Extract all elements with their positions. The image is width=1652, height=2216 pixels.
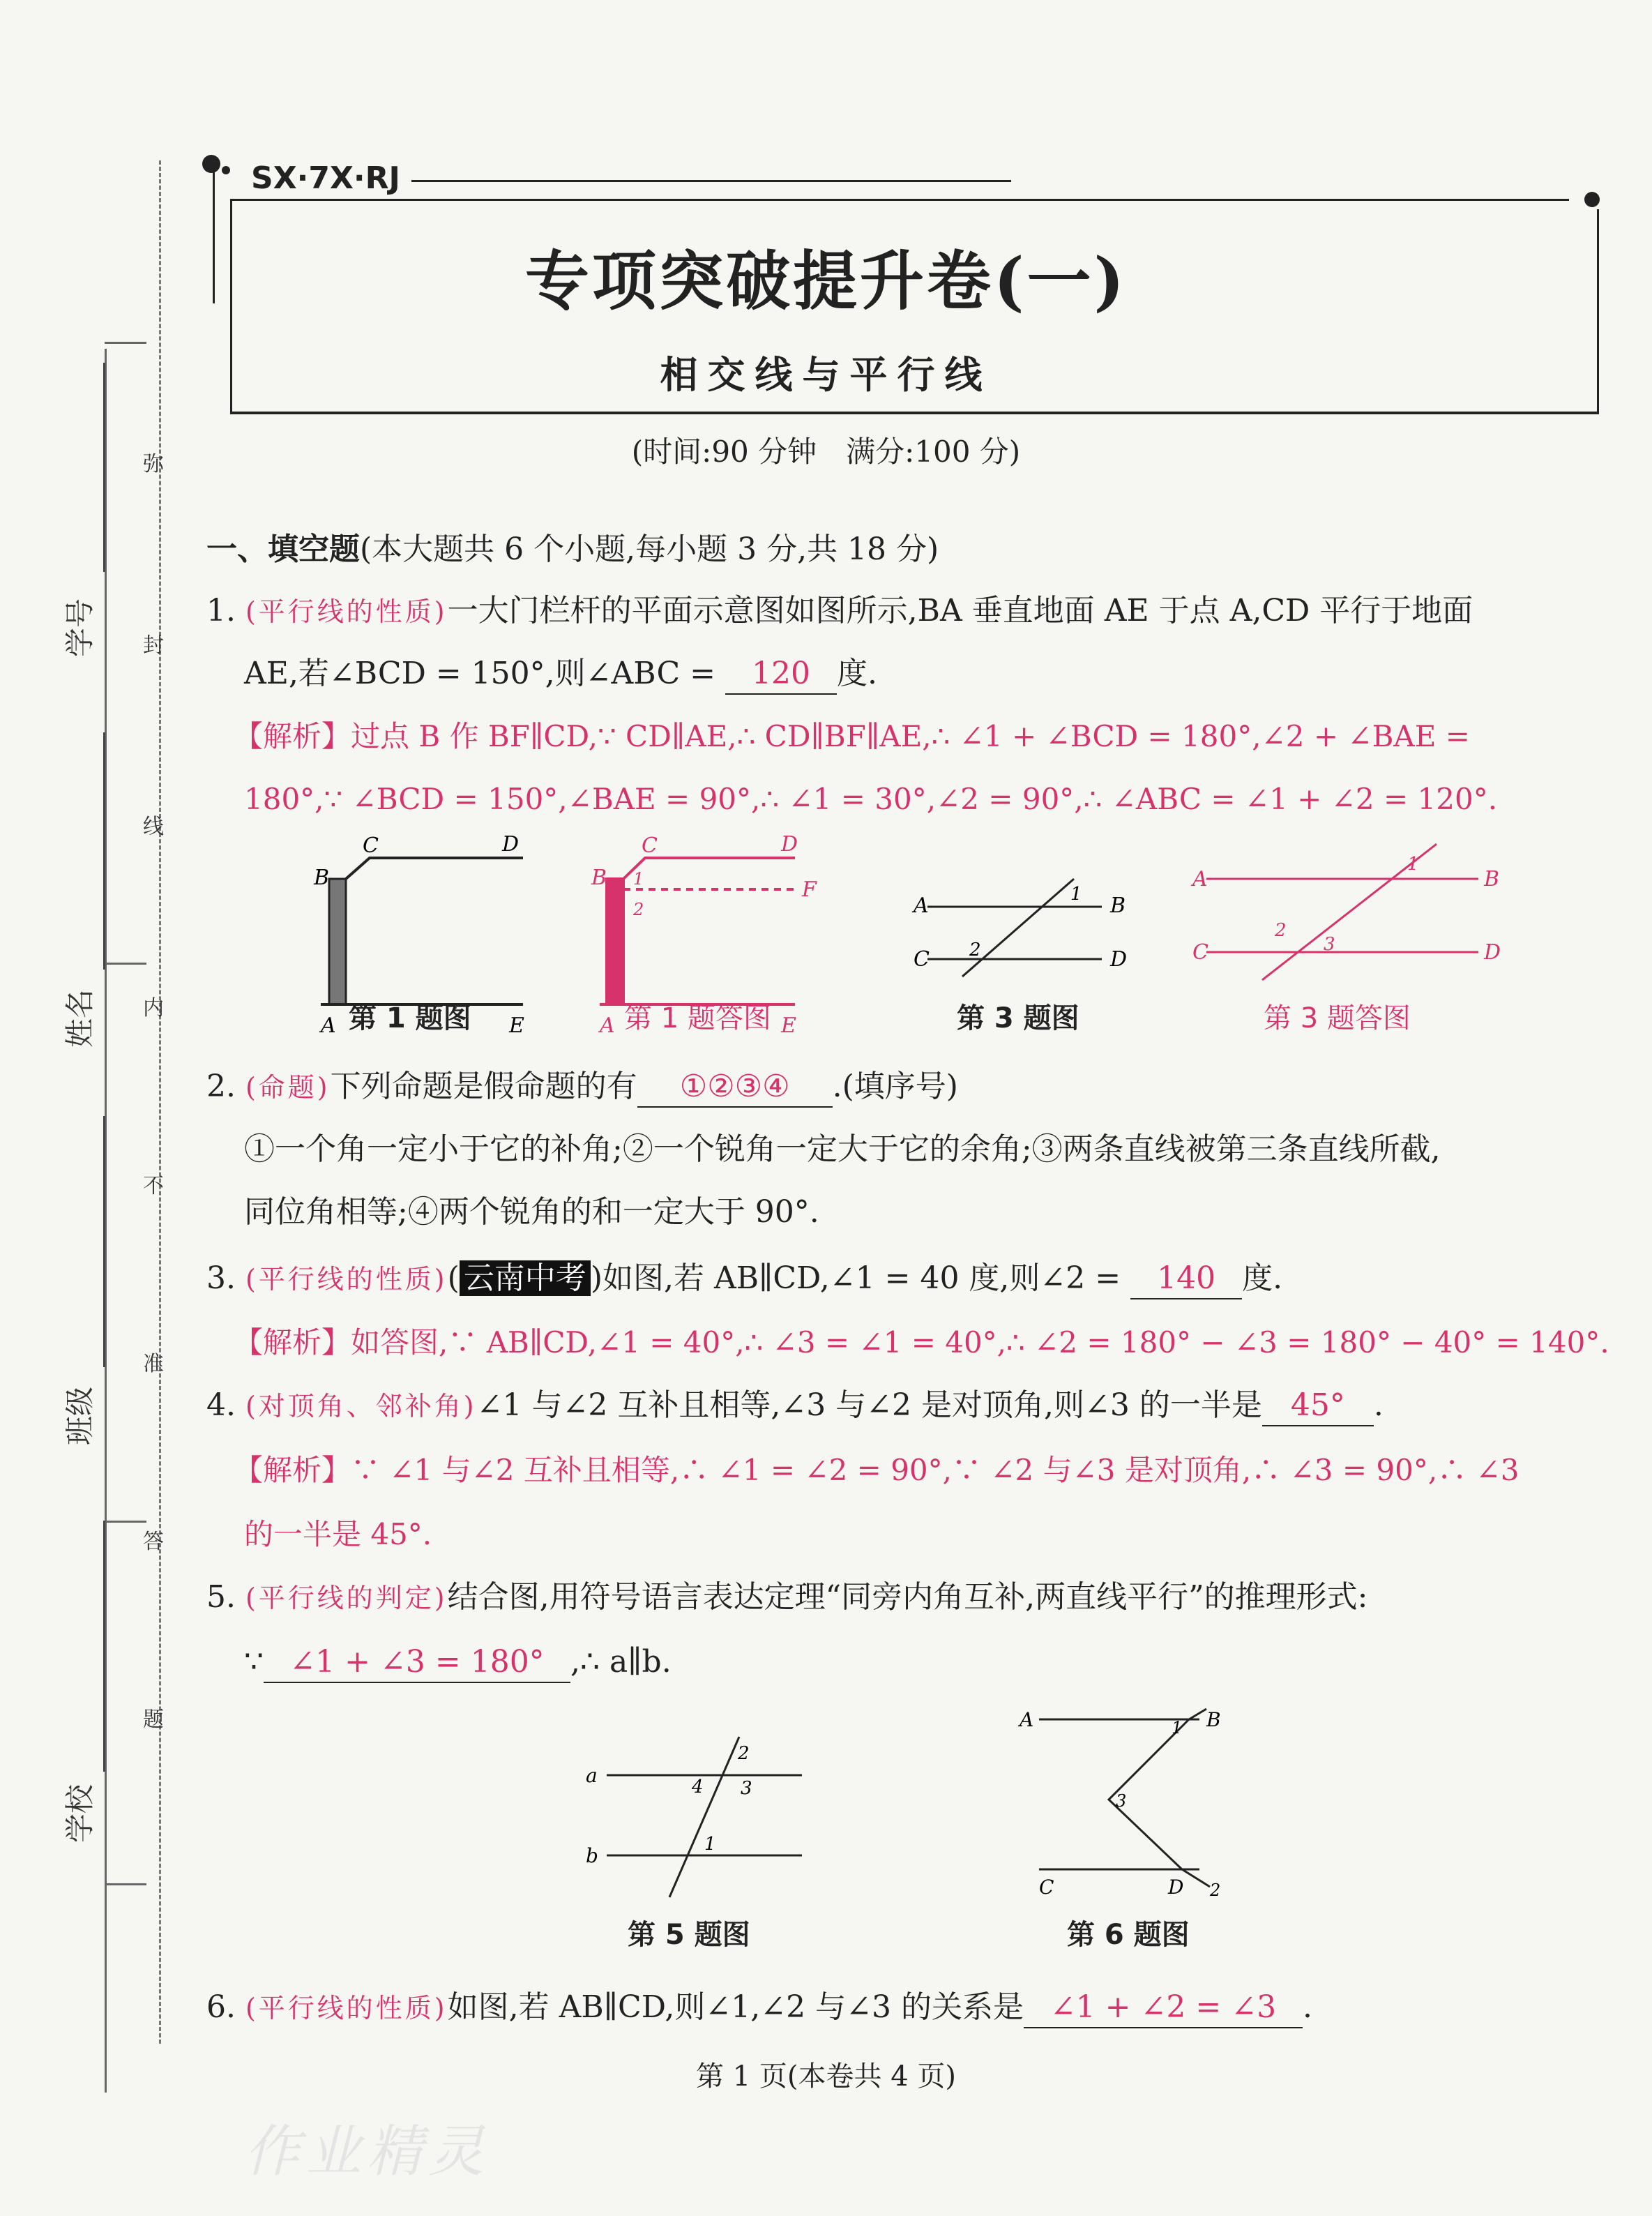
answer-blank[interactable]: ∠1 + ∠3 = 180°	[264, 1643, 570, 1683]
page-title: 专项突破提升卷(一)	[524, 243, 1128, 319]
angle-label: 4	[692, 1777, 704, 1797]
binding-char: 内	[143, 996, 164, 1020]
question-text: .	[1302, 1989, 1312, 2025]
question-text: 度.	[1242, 1260, 1283, 1296]
angle-label: 2	[738, 1743, 750, 1764]
question-text: .(填序号)	[832, 1069, 958, 1104]
topic-tag: (对顶角、邻补角)	[245, 1391, 477, 1422]
question-number: 5.	[206, 1579, 236, 1615]
angle-label: 2	[969, 940, 981, 960]
page-subtitle: 相交线与平行线	[660, 352, 992, 397]
question-5	[206, 1578, 1367, 1618]
question-5-line2	[244, 1643, 672, 1683]
figure-5	[607, 1737, 802, 1897]
point-label: D	[502, 832, 520, 857]
binding-char: 不	[143, 1174, 164, 1198]
question-number: 2.	[206, 1069, 236, 1104]
angle-label: 1	[704, 1834, 716, 1855]
question-text: ∵	[244, 1644, 264, 1680]
section-heading	[206, 530, 939, 569]
figure-caption: 第 1 题答图	[624, 1002, 771, 1034]
analysis: 【解析】如答图,∵ AB∥CD,∠1 = 40°,∴ ∠3 = ∠1 = 40°,∴ ∠2 = 180° − ∠3 = 180° − 40° = 140°.	[234, 1325, 1609, 1359]
angle-label: 2	[1275, 920, 1287, 941]
binding-char: 线	[143, 815, 164, 839]
binding-char: 准	[143, 1352, 164, 1376]
line-label: b	[586, 1844, 598, 1867]
angle-label: 3	[1324, 934, 1335, 955]
point-label: B	[1110, 894, 1126, 918]
time-info: (时间:90 分钟 满分:100 分)	[631, 435, 1021, 469]
question-6	[206, 1988, 1312, 2028]
figure-3-answer	[1206, 844, 1478, 980]
topic-tag: (平行线的性质)	[245, 1993, 448, 2023]
question-text: 如图,若 AB∥CD,∠1 = 40 度,则∠2 =	[602, 1260, 1131, 1296]
line-label: a	[586, 1764, 598, 1787]
analysis: 【解析】过点 B 作 BF∥CD,∵ CD∥AE,∴ CD∥BF∥AE,∴ ∠1 + ∠BCD = 180°,∠2 + ∠BAE =	[234, 719, 1470, 753]
point-label: E	[781, 1013, 796, 1032]
answer-blank[interactable]: ∠1 + ∠2 = ∠3	[1024, 1988, 1303, 2028]
figure-caption: 第 6 题图	[1067, 1919, 1190, 1951]
point-label: B	[314, 866, 330, 890]
point-label: D	[1110, 947, 1128, 972]
figure-caption: 第 3 题图	[957, 1002, 1079, 1034]
question-3: 3. (平行线的性质)( 云南中考 )如图,若 AB∥CD,∠1 = 40 度,则∠2 = 140 度.	[206, 1259, 1282, 1299]
point-label: A	[914, 894, 929, 918]
student-id-label: 学号	[63, 598, 98, 658]
binding-char: 弥	[143, 452, 164, 476]
section-title: 一、填空题	[206, 532, 360, 567]
figures-row-2	[558, 1695, 1255, 1904]
point-label: B	[1484, 867, 1500, 891]
answer-blank[interactable]: 45°	[1262, 1386, 1374, 1426]
point-label: F	[802, 877, 817, 902]
figure-caption: 第 1 题图	[349, 1002, 471, 1034]
question-text: 结合图,用符号语言表达定理“同旁内角互补,两直线平行”的推理形式:	[447, 1579, 1368, 1615]
angle-label: 3	[741, 1778, 752, 1799]
question-text: 下列命题是假命题的有	[330, 1069, 637, 1104]
question-2-options: ①一个角一定小于它的补角;②一个锐角一定大于它的余角;③两条直线被第三条直线所截,	[244, 1131, 1441, 1167]
angle-label: 3	[1116, 1791, 1127, 1811]
topic-tag: (平行线的性质)	[245, 1264, 448, 1295]
question-number: 6.	[206, 1989, 236, 2025]
question-2-options: 同位角相等;④两个锐角的和一定大于 90°.	[244, 1194, 819, 1230]
point-label: A	[321, 1013, 336, 1032]
question-4	[206, 1386, 1384, 1426]
point-label: D	[1168, 1876, 1184, 1899]
point-label: D	[781, 832, 798, 857]
point-label: C	[1192, 940, 1208, 965]
page-number: 第 1 页(本卷共 4 页)	[696, 2060, 956, 2093]
topic-tag: (平行线的性质)	[245, 596, 448, 627]
section-desc: (本大题共 6 个小题,每小题 3 分,共 18 分)	[360, 532, 939, 567]
angle-label: 1	[1070, 884, 1082, 905]
point-label: A	[1192, 867, 1208, 891]
question-1-line2	[244, 654, 877, 695]
series-code: SX·7X·RJ	[251, 160, 400, 196]
angle-label: 1	[1172, 1718, 1183, 1738]
answer-blank[interactable]: 120	[725, 654, 837, 695]
class-label: 班级	[63, 1386, 98, 1446]
point-label: A	[600, 1013, 615, 1032]
analysis: 180°,∵ ∠BCD = 150°,∠BAE = 90°,∴ ∠1 = 30°,∠2 = 90°,∴ ∠ABC = ∠1 + ∠2 = 120°.	[244, 782, 1498, 816]
source-badge: 云南中考	[460, 1260, 591, 1296]
binding-char: 题	[143, 1708, 164, 1732]
figure-caption: 第 3 题答图	[1264, 1002, 1411, 1034]
school-label: 学校	[63, 1784, 98, 1844]
answer-blank[interactable]: ①②③④	[637, 1067, 833, 1108]
question-2	[206, 1067, 958, 1108]
angle-label: 1	[633, 869, 644, 889]
question-text: 一大门栏杆的平面示意图如图所示,BA 垂直地面 AE 于点 A,CD 平行于地面	[447, 593, 1473, 628]
point-label: C	[914, 947, 930, 972]
point-label: B	[1206, 1708, 1221, 1731]
watermark: 作业精灵	[244, 2119, 490, 2184]
point-label: C	[642, 834, 658, 858]
question-text: AE,若∠BCD = 150°,则∠ABC =	[244, 656, 725, 691]
question-number: 1.	[206, 593, 236, 628]
question-text: 度.	[836, 656, 877, 691]
angle-label: 1	[1407, 854, 1419, 875]
topic-tag: (命题)	[245, 1072, 331, 1103]
binding-char: 封	[143, 633, 164, 658]
point-label: D	[1484, 940, 1501, 965]
question-text: .	[1373, 1387, 1384, 1423]
figure-caption: 第 5 题图	[628, 1919, 750, 1951]
angle-label: 2	[633, 900, 644, 919]
binding-char: 答	[143, 1530, 164, 1554]
figure-1-answer	[600, 858, 795, 1004]
question-text: ∠1 与∠2 互补且相等,∠3 与∠2 是对顶角,则∠3 的一半是	[476, 1387, 1262, 1423]
answer-blank[interactable]: 140	[1130, 1259, 1242, 1299]
question-number: 4.	[206, 1387, 236, 1423]
name-label: 姓名	[63, 988, 98, 1048]
topic-tag: (平行线的判定)	[245, 1583, 448, 1613]
question-text: ,∴ a∥b.	[570, 1644, 672, 1680]
question-1	[206, 591, 1473, 631]
point-label: C	[1039, 1876, 1054, 1899]
point-label: B	[591, 866, 607, 890]
point-label: C	[363, 834, 379, 858]
analysis: 【解析】∵ ∠1 与∠2 互补且相等,∴ ∠1 = ∠2 = 90°,∵ ∠2 与∠3 是对顶角,∴ ∠3 = 90°,∴ ∠3	[234, 1453, 1520, 1487]
question-number: 3.	[206, 1260, 236, 1296]
figure-1	[321, 858, 523, 1004]
point-label: A	[1020, 1708, 1034, 1731]
point-label: E	[509, 1013, 524, 1032]
analysis: 的一半是 45°.	[244, 1517, 432, 1551]
angle-label: 2	[1210, 1880, 1221, 1900]
question-text: 如图,若 AB∥CD,则∠1,∠2 与∠3 的关系是	[447, 1989, 1024, 2025]
